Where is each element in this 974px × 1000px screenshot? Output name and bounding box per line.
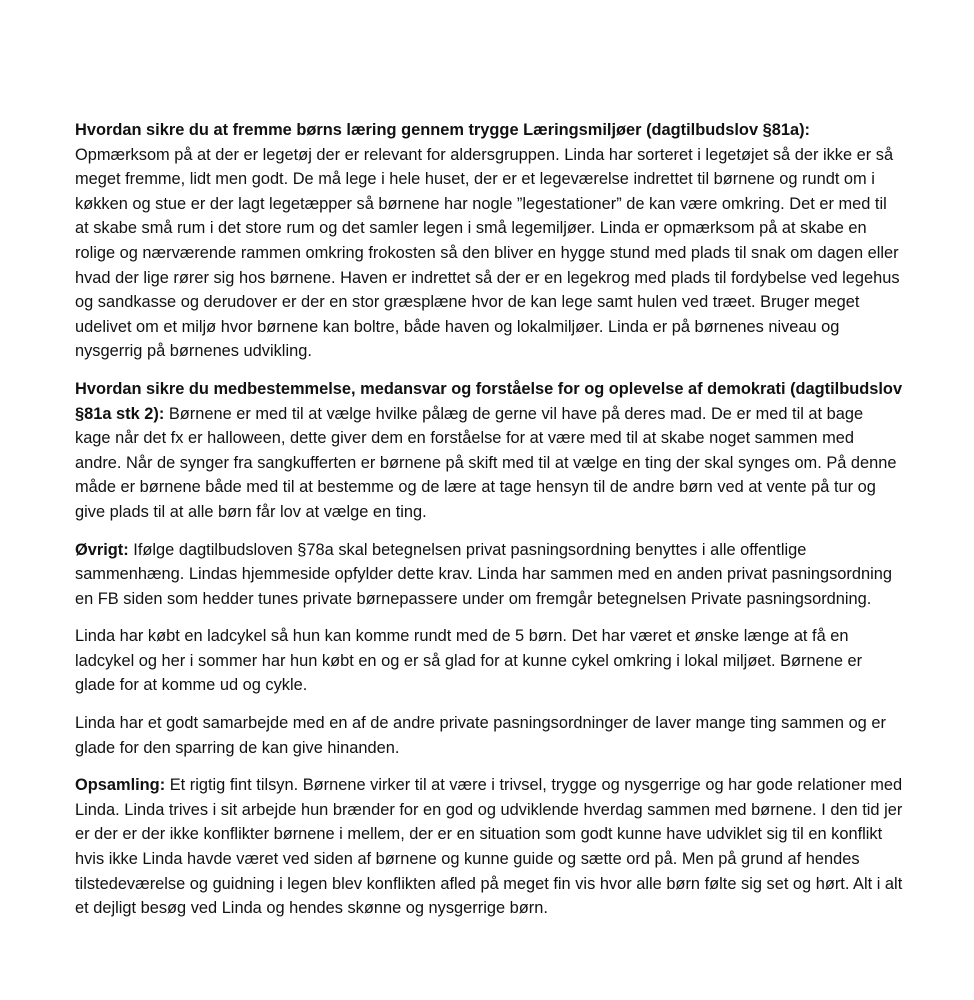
section-body: Linda har købt en ladcykel så hun kan komme rundt med de 5 børn. Det har været et ønske længe at få en ladcykel og her i sommer har hun købt en og er så glad for at kunne cykel omkring i lokal miljøet. Børnene er glade for at komme ud og cykle. [75,627,863,695]
section-other [75,538,903,612]
section-summary [75,773,903,921]
section-body: Opmærksom på at der er legetøj der er relevant for aldersgruppen. Linda har sorteret i legetøjet så der ikke er så meget fremme, lidt men godt. De må lege i hele huset, der er et legeværelse indrettet til børnene og rundt om i køkken og stue er der lagt legetæpper så børnene har nogle ”legestationer” de kan være omkring. Det er med til at skabe små rum i det store rum og det samler legen i små legemiljøer. Linda er opmærksom på at skabe en rolige og nærværende rammen omkring frokosten så den bliver en hygge stund med plads til snak om dagen eller hvad der lige rører sig hos børnene. Haven er indrettet så der er en legekrog med plads til fordybelse ved legehus og sandkasse og derudover er der en stor græsplæne hvor de kan lege samt hulen ved træet. Bruger meget udelivet om et miljø hvor børnene kan boltre, både haven og lokalmiljøer. Linda er på børnenes niveau og nysgerrig på børnenes udvikling. [75,145,900,361]
section-body: Børnene er med til at vælge hvilke pålæg de gerne vil have på deres mad. De er med til at bage kage når det fx er halloween, dette giver dem en forståelse for at være med til at skabe noget sammen med andre. Når de synger fra sangkufferten er børnene på skift med til at vælge en ting der skal synges om. På denne måde er børnene både med til at bestemme og de lære at tage hensyn til de andre børn ved at vente på tur og give plads til at alle børn får lov at vælge en ting. [75,404,897,521]
section-democracy [75,377,903,525]
paragraph-cooperation [75,711,903,760]
section-heading: Øvrigt: [75,540,129,559]
paragraph-cargo-bike [75,624,903,698]
section-learning-environments [75,118,903,364]
section-heading: Opsamling: [75,776,166,795]
section-body: Linda har et godt samarbejde med en af de andre private pasningsordninger de laver mange ting sammen og er glade for den sparring de kan give hinanden. [75,714,886,757]
section-heading: Hvordan sikre du medbestemmelse, medansvar og forståelse for og oplevelse af demokrati (dagtilbudslov §81a stk 2): [75,379,903,423]
section-heading: Hvordan sikre du at fremme børns læring gennem trygge Læringsmiljøer (dagtilbudslov §81a): [75,121,810,139]
section-body: Et rigtig fint tilsyn. Børnene virker til at være i trivsel, trygge og nysgerrige og har gode relationer med Linda. Linda trives i sit arbejde hun brænder for en god og udviklende hverdag sammen med børnene. I den tid jer er der er der ikke konflikter børnene i mellem, der er en situation som godt kunne have udviklet sig til en konflikt hvis ikke Linda havde været ved siden af børnene og kunne guide og sætte ord på. Men på grund af hendes tilstedeværelse og guidning i legen blev konflikten afled på meget fin vis hvor alle børn følte sig set og hørt. Alt i alt et dejligt besøg ved Linda og hendes skønne og nysgerrige børn. [75,776,903,918]
section-body: Ifølge dagtilbudsloven §78a skal betegnelsen privat pasningsordning benyttes i alle offentlige sammenhæng. Lindas hjemmeside opfylder dette krav. Linda har sammen med en anden privat pasningsordning en FB siden som hedder tunes private børnepassere under om fremgår betegnelsen Private pasningsordning. [75,540,892,608]
document-page [75,118,903,934]
